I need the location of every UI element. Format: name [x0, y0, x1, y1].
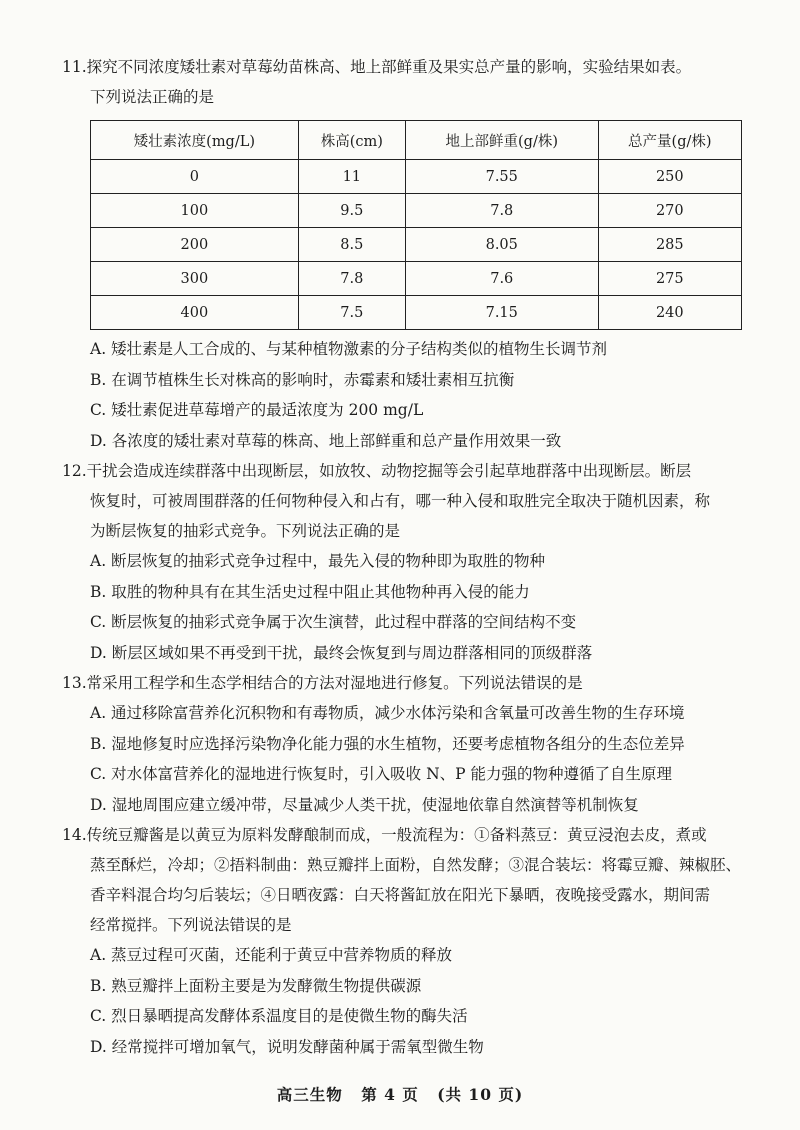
- q11-option-d: D. 各浓度的矮壮素对草莓的株高、地上部鲜重和总产量作用效果一致: [90, 431, 562, 450]
- question-14-stem-line4: 经常搅拌。下列说法错误的是: [90, 916, 292, 934]
- q13-option-b: B. 湿地修复时应选择污染物净化能力强的水生植物，还要考虑植物各组分的生态位差异: [90, 734, 685, 753]
- table-cell: 7.15: [405, 296, 598, 330]
- q14-option-a: A. 蒸豆过程可灭菌，还能利于黄豆中营养物质的释放: [90, 946, 453, 964]
- q14-option-b: B. 熟豆瓣拌上面粉主要是为发酵微生物提供碳源: [90, 976, 422, 995]
- table-cell: 275: [598, 262, 741, 296]
- question-14-stem-line2: 蒸至酥烂，冷却；②捂料制曲：熟豆瓣拌上面粉，自然发酵；③混合装坛：将霉豆瓣、辣椒胚、: [90, 856, 742, 874]
- q14-option-c: C. 烈日暴晒提高发酵体系温度目的是使微生物的酶失活: [90, 1007, 468, 1025]
- table-cell: 250: [598, 160, 741, 194]
- exam-page: [62, 52, 752, 1062]
- table-cell: 100: [91, 194, 299, 228]
- table-cell: 8.05: [405, 228, 598, 262]
- question-11-stem-line2: 下列说法正确的是: [90, 88, 215, 106]
- q12-option-d: D. 断层区域如果不再受到干扰，最终会恢复到与周边群落相同的顶级群落: [90, 643, 593, 662]
- table-row: [91, 262, 742, 296]
- q12-option-a: A. 断层恢复的抽彩式竞争过程中，最先入侵的物种即为取胜的物种: [90, 552, 546, 570]
- table-row: [91, 194, 742, 228]
- q13-option-d: D. 湿地周围应建立缓冲带，尽量减少人类干扰，使湿地依靠自然演替等机制恢复: [90, 795, 639, 814]
- table-cell: 7.5: [298, 296, 405, 330]
- table-header-row: [91, 121, 742, 160]
- table-cell: 0: [91, 160, 299, 194]
- table-cell: 8.5: [298, 228, 405, 262]
- question-14-stem-line3: 香辛料混合均匀后装坛；④日晒夜露：白天将酱缸放在阳光下暴晒，夜晚接受露水，期间需: [90, 886, 711, 904]
- footer-total-pages: (共 10 页): [437, 1085, 524, 1104]
- q14-option-d: D. 经常搅拌可增加氧气，说明发酵菌种属于需氧型微生物: [90, 1037, 484, 1056]
- question-11-stem-line1: 11.探究不同浓度矮壮素对草莓幼苗株高、地上部鲜重及果实总产量的影响，实验结果如表。: [62, 58, 692, 76]
- header-plant-height: 株高(cm): [298, 121, 405, 160]
- table-cell: 7.55: [405, 160, 598, 194]
- question-12: [62, 456, 752, 668]
- question-12-stem-line3: 为断层恢复的抽彩式竞争。下列说法正确的是: [90, 522, 401, 540]
- table-cell: 300: [91, 262, 299, 296]
- q13-option-a: A. 通过移除富营养化沉积物和有毒物质，减少水体污染和含氧量可改善生物的生存环境: [90, 704, 685, 722]
- header-fresh-weight: 地上部鲜重(g/株): [405, 121, 598, 160]
- q11-option-b: B. 在调节植株生长对株高的影响时，赤霉素和矮壮素相互抗衡: [90, 370, 515, 389]
- footer-subject: 高三生物: [276, 1085, 343, 1104]
- header-concentration: 矮壮素浓度(mg/L): [91, 121, 299, 160]
- q11-option-a: A. 矮壮素是人工合成的、与某种植物激素的分子结构类似的植物生长调节剂: [90, 340, 608, 358]
- table-cell: 9.5: [298, 194, 405, 228]
- question-12-stem-line2: 恢复时，可被周围群落的任何物种侵入和占有，哪一种入侵和取胜完全取决于随机因素，称: [90, 492, 711, 510]
- q12-option-c: C. 断层恢复的抽彩式竞争属于次生演替，此过程中群落的空间结构不变: [90, 613, 577, 631]
- question-14: [62, 820, 752, 1062]
- table-cell: 7.6: [405, 262, 598, 296]
- question-14-stem-line1: 14.传统豆瓣酱是以黄豆为原料发酵酿制而成，一般流程为：①备料蒸豆：黄豆浸泡去皮，煮或: [62, 826, 707, 844]
- table-row: [91, 296, 742, 330]
- page-footer: [0, 1083, 800, 1105]
- q13-option-c: C. 对水体富营养化的湿地进行恢复时，引入吸收 N、P 能力强的物种遵循了自生原理: [90, 765, 673, 783]
- table-cell: 7.8: [405, 194, 598, 228]
- q11-option-c: C. 矮壮素促进草莓增产的最适浓度为 200 mg/L: [90, 401, 424, 419]
- table-cell: 7.8: [298, 262, 405, 296]
- question-13: [62, 668, 752, 820]
- footer-page-number: 第 4 页: [361, 1085, 419, 1104]
- results-table: [90, 120, 742, 330]
- header-total-yield: 总产量(g/株): [598, 121, 741, 160]
- table-cell: 240: [598, 296, 741, 330]
- question-13-stem-line1: 13.常采用工程学和生态学相结合的方法对湿地进行修复。下列说法错误的是: [62, 674, 583, 692]
- question-11: [62, 52, 752, 456]
- table-cell: 270: [598, 194, 741, 228]
- table-cell: 11: [298, 160, 405, 194]
- table-cell: 285: [598, 228, 741, 262]
- question-12-stem-line1: 12.干扰会造成连续群落中出现断层，如放牧、动物挖掘等会引起草地群落中出现断层。断层: [62, 462, 692, 480]
- table-cell: 200: [91, 228, 299, 262]
- table-row: [91, 160, 742, 194]
- table-cell: 400: [91, 296, 299, 330]
- q12-option-b: B. 取胜的物种具有在其生活史过程中阻止其他物种再入侵的能力: [90, 582, 530, 601]
- table-row: [91, 228, 742, 262]
